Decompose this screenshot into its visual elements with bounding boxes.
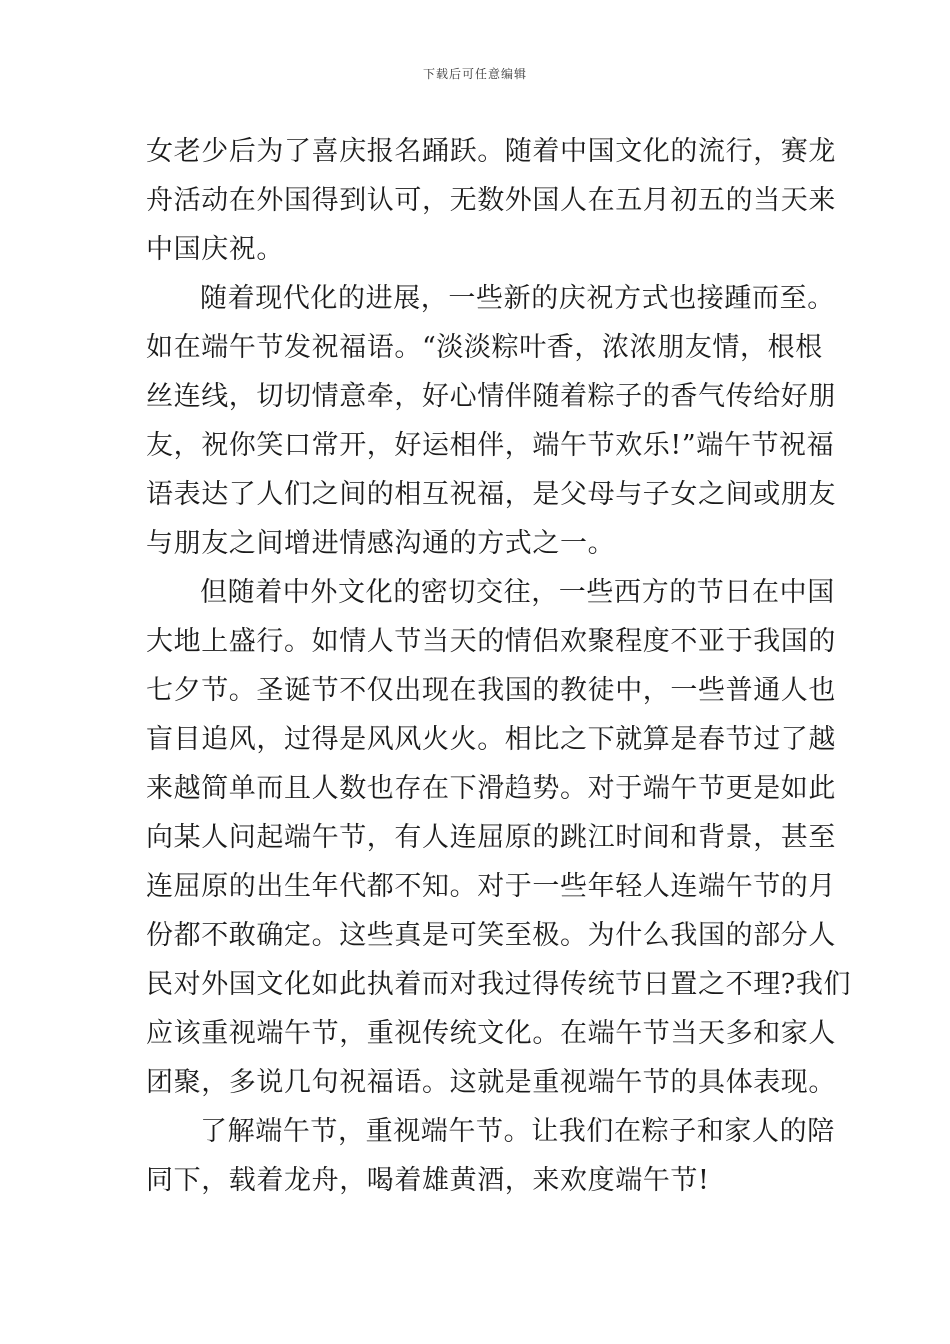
page-header: 下载后可任意编辑 [422,67,527,81]
text-line: 团聚，多说几句祝福语。这就是重视端午节的具体表现。 [146,1067,836,1098]
text-line: 了解端午节，重视端午节。让我们在粽子和家人的陪 [200,1116,835,1147]
text-line: 丝连线，切切情意牵，好心情伴随着粽子的香气传给好朋 [146,381,836,412]
text-line: 应该重视端午节，重视传统文化。在端午节当天多和家人 [146,1018,836,1049]
text-line: 连屈原的出生年代都不知。对于一些年轻人连端午节的月 [146,871,836,902]
text-line: 女老少后为了喜庆报名踊跃。随着中国文化的流行，赛龙 [146,136,836,167]
body-text [146,127,852,1205]
text-line: 中国庆祝。 [146,234,284,265]
text-line: 向某人问起端午节，有人连屈原的跳江时间和背景，甚至 [146,822,836,853]
text-line: 但随着中外文化的密切交往，一些西方的节日在中国 [200,577,835,608]
text-line: 与朋友之间增进情感沟通的方式之一。 [146,528,616,559]
text-line: 份都不敢确定。这些真是可笑至极。为什么我国的部分人 [146,920,836,951]
text-line: 盲目追风，过得是风风火火。相比之下就算是春节过了越 [146,724,836,755]
text-line: 舟活动在外国得到认可，无数外国人在五月初五的当天来 [146,185,836,216]
text-line: 同下，载着龙舟，喝着雄黄酒，来欢度端午节! [146,1165,710,1196]
text-line: 大地上盛行。如情人节当天的情侣欢聚程度不亚于我国的 [146,626,836,657]
text-line: 如在端午节发祝福语。“淡淡粽叶香，浓浓朋友情，根根 [146,332,823,363]
text-line: 七夕节。圣诞节不仅出现在我国的教徒中，一些普通人也 [146,675,836,706]
text-line: 来越简单而且人数也存在下滑趋势。对于端午节更是如此 [146,773,836,804]
text-line: 民对外国文化如此执着而对我过得传统节日置之不理?我们 [146,969,852,1000]
text-line: 友，祝你笑口常开，好运相伴，端午节欢乐!”端午节祝福 [146,430,835,461]
text-line: 语表达了人们之间的相互祝福，是父母与子女之间或朋友 [146,479,836,510]
text-line: 随着现代化的进展，一些新的庆祝方式也接踵而至。 [200,283,835,314]
